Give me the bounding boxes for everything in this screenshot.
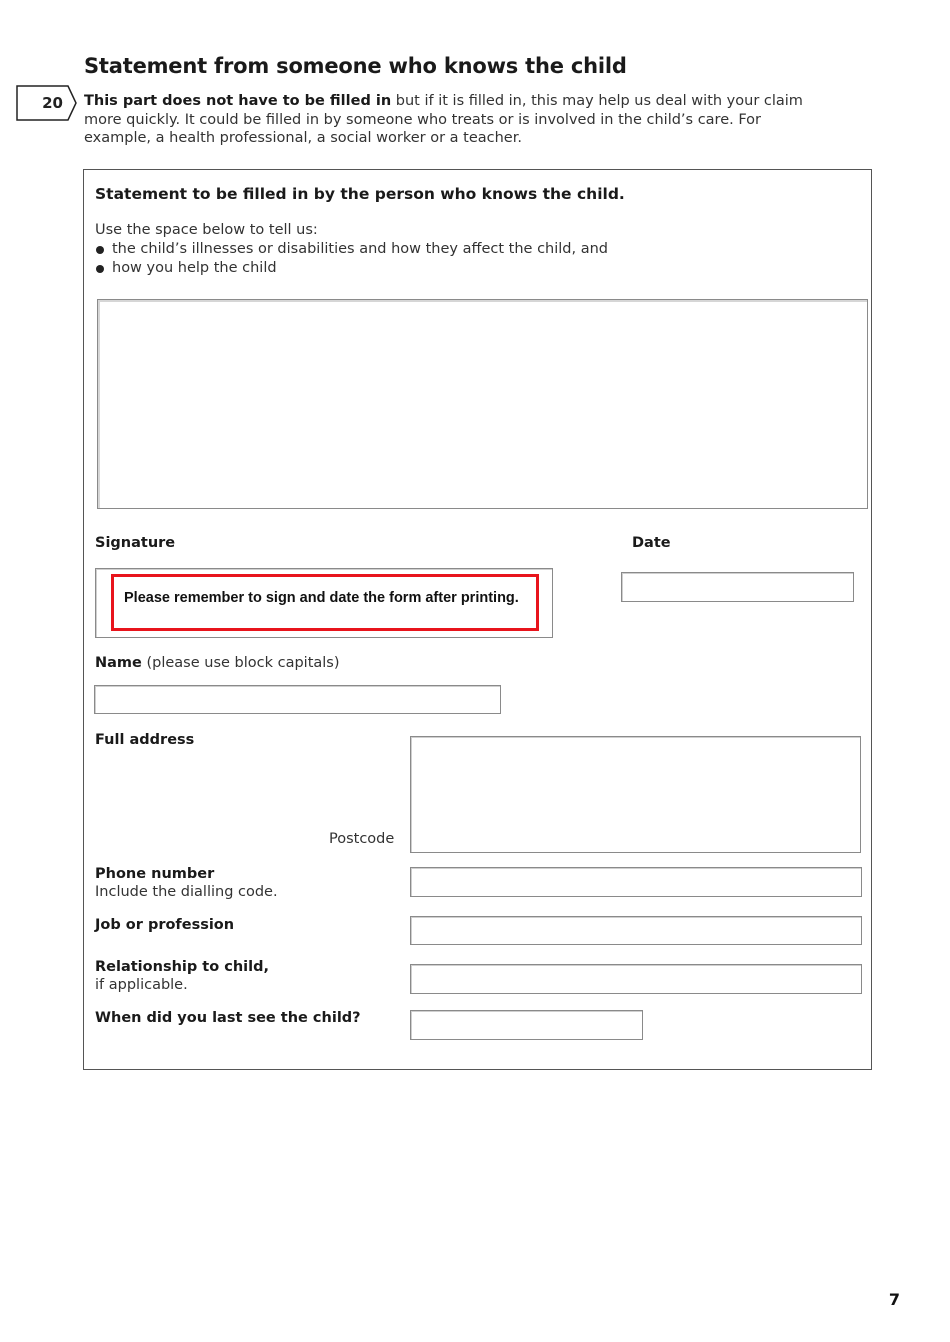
statement-textarea[interactable] xyxy=(97,299,868,509)
page-number: 7 xyxy=(888,1290,900,1309)
bullet-icon xyxy=(96,265,104,273)
job-field[interactable] xyxy=(410,916,862,945)
phone-label: Phone number xyxy=(95,866,215,882)
intro-text xyxy=(84,92,824,148)
list-item xyxy=(95,240,608,259)
instruction-list xyxy=(95,240,608,277)
relationship-field[interactable] xyxy=(410,964,862,994)
postcode-label: Postcode xyxy=(329,831,395,847)
name-label-row xyxy=(95,652,340,671)
phone-hint: Include the dialling code. xyxy=(95,884,278,900)
address-label: Full address xyxy=(95,732,195,748)
question-number: 20 xyxy=(42,94,63,112)
list-item xyxy=(95,259,608,278)
phone-field[interactable] xyxy=(410,867,862,897)
signature-label: Signature xyxy=(95,535,176,551)
panel-heading: Statement to be filled in by the person who knows the child. xyxy=(95,185,625,203)
intro-rest-text: but if it is filled in, this may help us deal with your claim more quickly. It could be filled in by someone who treats or is involved in the child’s care. For example, a health professional, a social worker or a teacher. xyxy=(84,93,803,146)
instruction-text: Use the space below to tell us: xyxy=(95,222,318,238)
bullet-icon xyxy=(96,246,104,254)
date-label: Date xyxy=(632,535,671,551)
last-seen-field[interactable] xyxy=(410,1010,643,1040)
relationship-label: Relationship to child, xyxy=(95,959,269,975)
date-field[interactable] xyxy=(621,572,854,602)
address-field[interactable] xyxy=(410,736,861,853)
list-item-text: how you help the child xyxy=(112,259,277,276)
page-title: Statement from someone who knows the child xyxy=(84,54,627,78)
list-item-text: the child’s illnesses or disabilities and how they affect the child, and xyxy=(112,241,608,257)
intro-bold-text: This part does not have to be filled in xyxy=(84,93,392,109)
name-hint: (please use block capitals) xyxy=(141,655,340,671)
name-label: Name xyxy=(95,655,142,671)
name-field[interactable] xyxy=(94,685,501,714)
signature-notice: Please remember to sign and date the form after printing. xyxy=(111,574,539,631)
last-seen-label: When did you last see the child? xyxy=(95,1010,361,1026)
relationship-hint: if applicable. xyxy=(95,977,188,993)
job-label: Job or profession xyxy=(95,917,235,933)
